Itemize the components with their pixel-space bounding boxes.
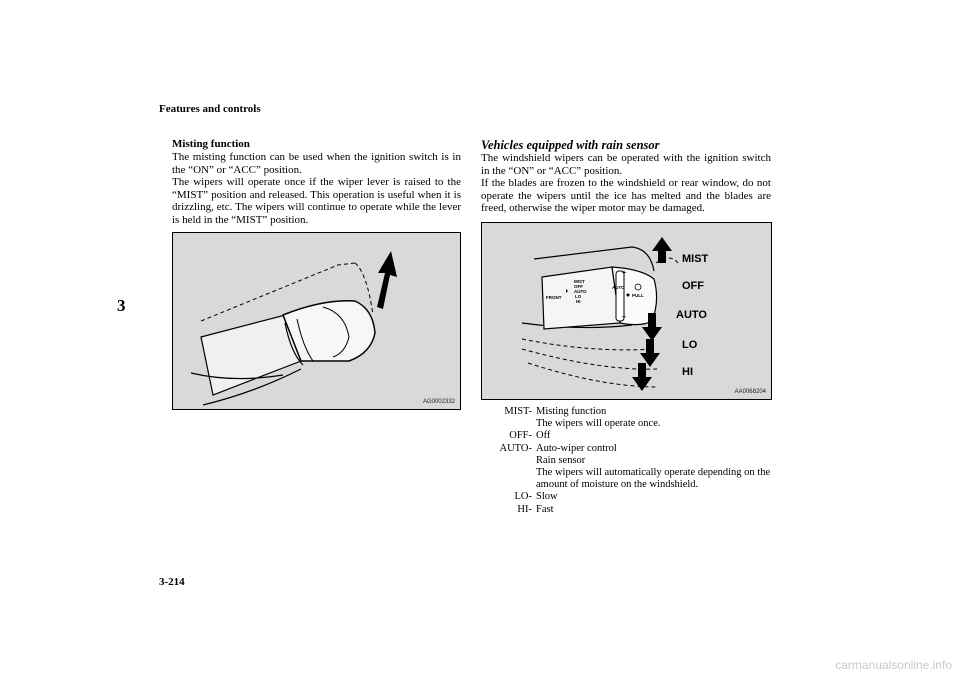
knob-minus-label: – (622, 314, 626, 321)
legend-line: Off (536, 430, 551, 442)
legend-row-hi (481, 504, 781, 516)
legend-row-auto (481, 443, 781, 492)
legend-line: Fast (536, 503, 554, 515)
legend-line: The wipers will operate once. (536, 418, 661, 430)
misting-function-heading: Misting function (172, 138, 250, 150)
legend-line: Slow (536, 491, 558, 503)
knob-plus-label: + (622, 270, 627, 277)
lo-position-label: LO (682, 339, 698, 351)
page-number: 3-214 (159, 576, 185, 588)
legend-key: HI- (517, 503, 532, 515)
knob-auto-ring-label: AUTO (612, 285, 625, 290)
watermark: carmanualsonline.info (835, 658, 952, 672)
auto-position-label: AUTO (676, 309, 707, 321)
knob-mist-label: MIST (574, 279, 585, 284)
misting-paragraph-1: The misting function can be used when the ignition switch is in the “ON” or “ACC” position. (172, 151, 461, 176)
knob-off-label: OFF (574, 284, 583, 289)
knob-lo-label: LO (575, 294, 582, 299)
rain-sensor-paragraph-2: If the blades are frozen to the windshield or rear window, do not operate the wipers until the ice has melted and the blades are freed, otherwise the wiper motor may be damaged. (481, 177, 771, 215)
knob-front-label: FRONT (546, 295, 562, 300)
section-header: Features and controls (159, 103, 261, 115)
legend-key: MIST- (504, 406, 532, 417)
legend-line: Rain sensor (536, 454, 586, 466)
figure-code: AA0068204 (734, 389, 766, 395)
rain-sensor-heading: Vehicles equipped with rain sensor (481, 138, 660, 152)
misting-function-section (172, 138, 461, 227)
knob-pull-label: PULL (632, 293, 644, 298)
legend-row-lo (481, 491, 781, 503)
legend-key: AUTO- (499, 442, 532, 454)
wiper-switch-figure (481, 222, 772, 400)
legend-line: Misting function (536, 406, 607, 417)
rain-sensor-paragraph-1: The windshield wipers can be operated with the ignition switch in the “ON” or “ACC” position. (481, 152, 771, 177)
off-position-label: OFF (682, 280, 704, 292)
legend-row-off (481, 430, 781, 442)
legend-key: OFF- (509, 430, 532, 442)
legend-line: Auto-wiper control (536, 442, 617, 454)
switch-position-legend (481, 406, 781, 516)
legend-row-mist (481, 406, 781, 430)
figure-code: AG0002332 (422, 399, 455, 405)
legend-key: LO- (514, 491, 532, 503)
chapter-number: 3 (117, 296, 126, 315)
rain-sensor-section (481, 138, 771, 215)
misting-paragraph-2: The wipers will operate once if the wiper lever is raised to the “MIST” position and released. This operation is useful when it is drizzling, etc. The wipers will continue to operate while the lever is held in the “MIST” position. (172, 176, 461, 226)
knob-hi-label: HI (576, 299, 581, 304)
mist-position-label: MIST (682, 253, 709, 265)
wiper-lever-figure (172, 232, 461, 410)
knob-auto-label: AUTO (574, 289, 587, 294)
wiper-switch-illustration (482, 223, 771, 399)
legend-line: The wipers will automatically operate depending on the amount of moisture on the windshield. (536, 467, 771, 491)
hi-position-label: HI (682, 366, 693, 378)
wiper-lever-illustration (173, 233, 460, 409)
